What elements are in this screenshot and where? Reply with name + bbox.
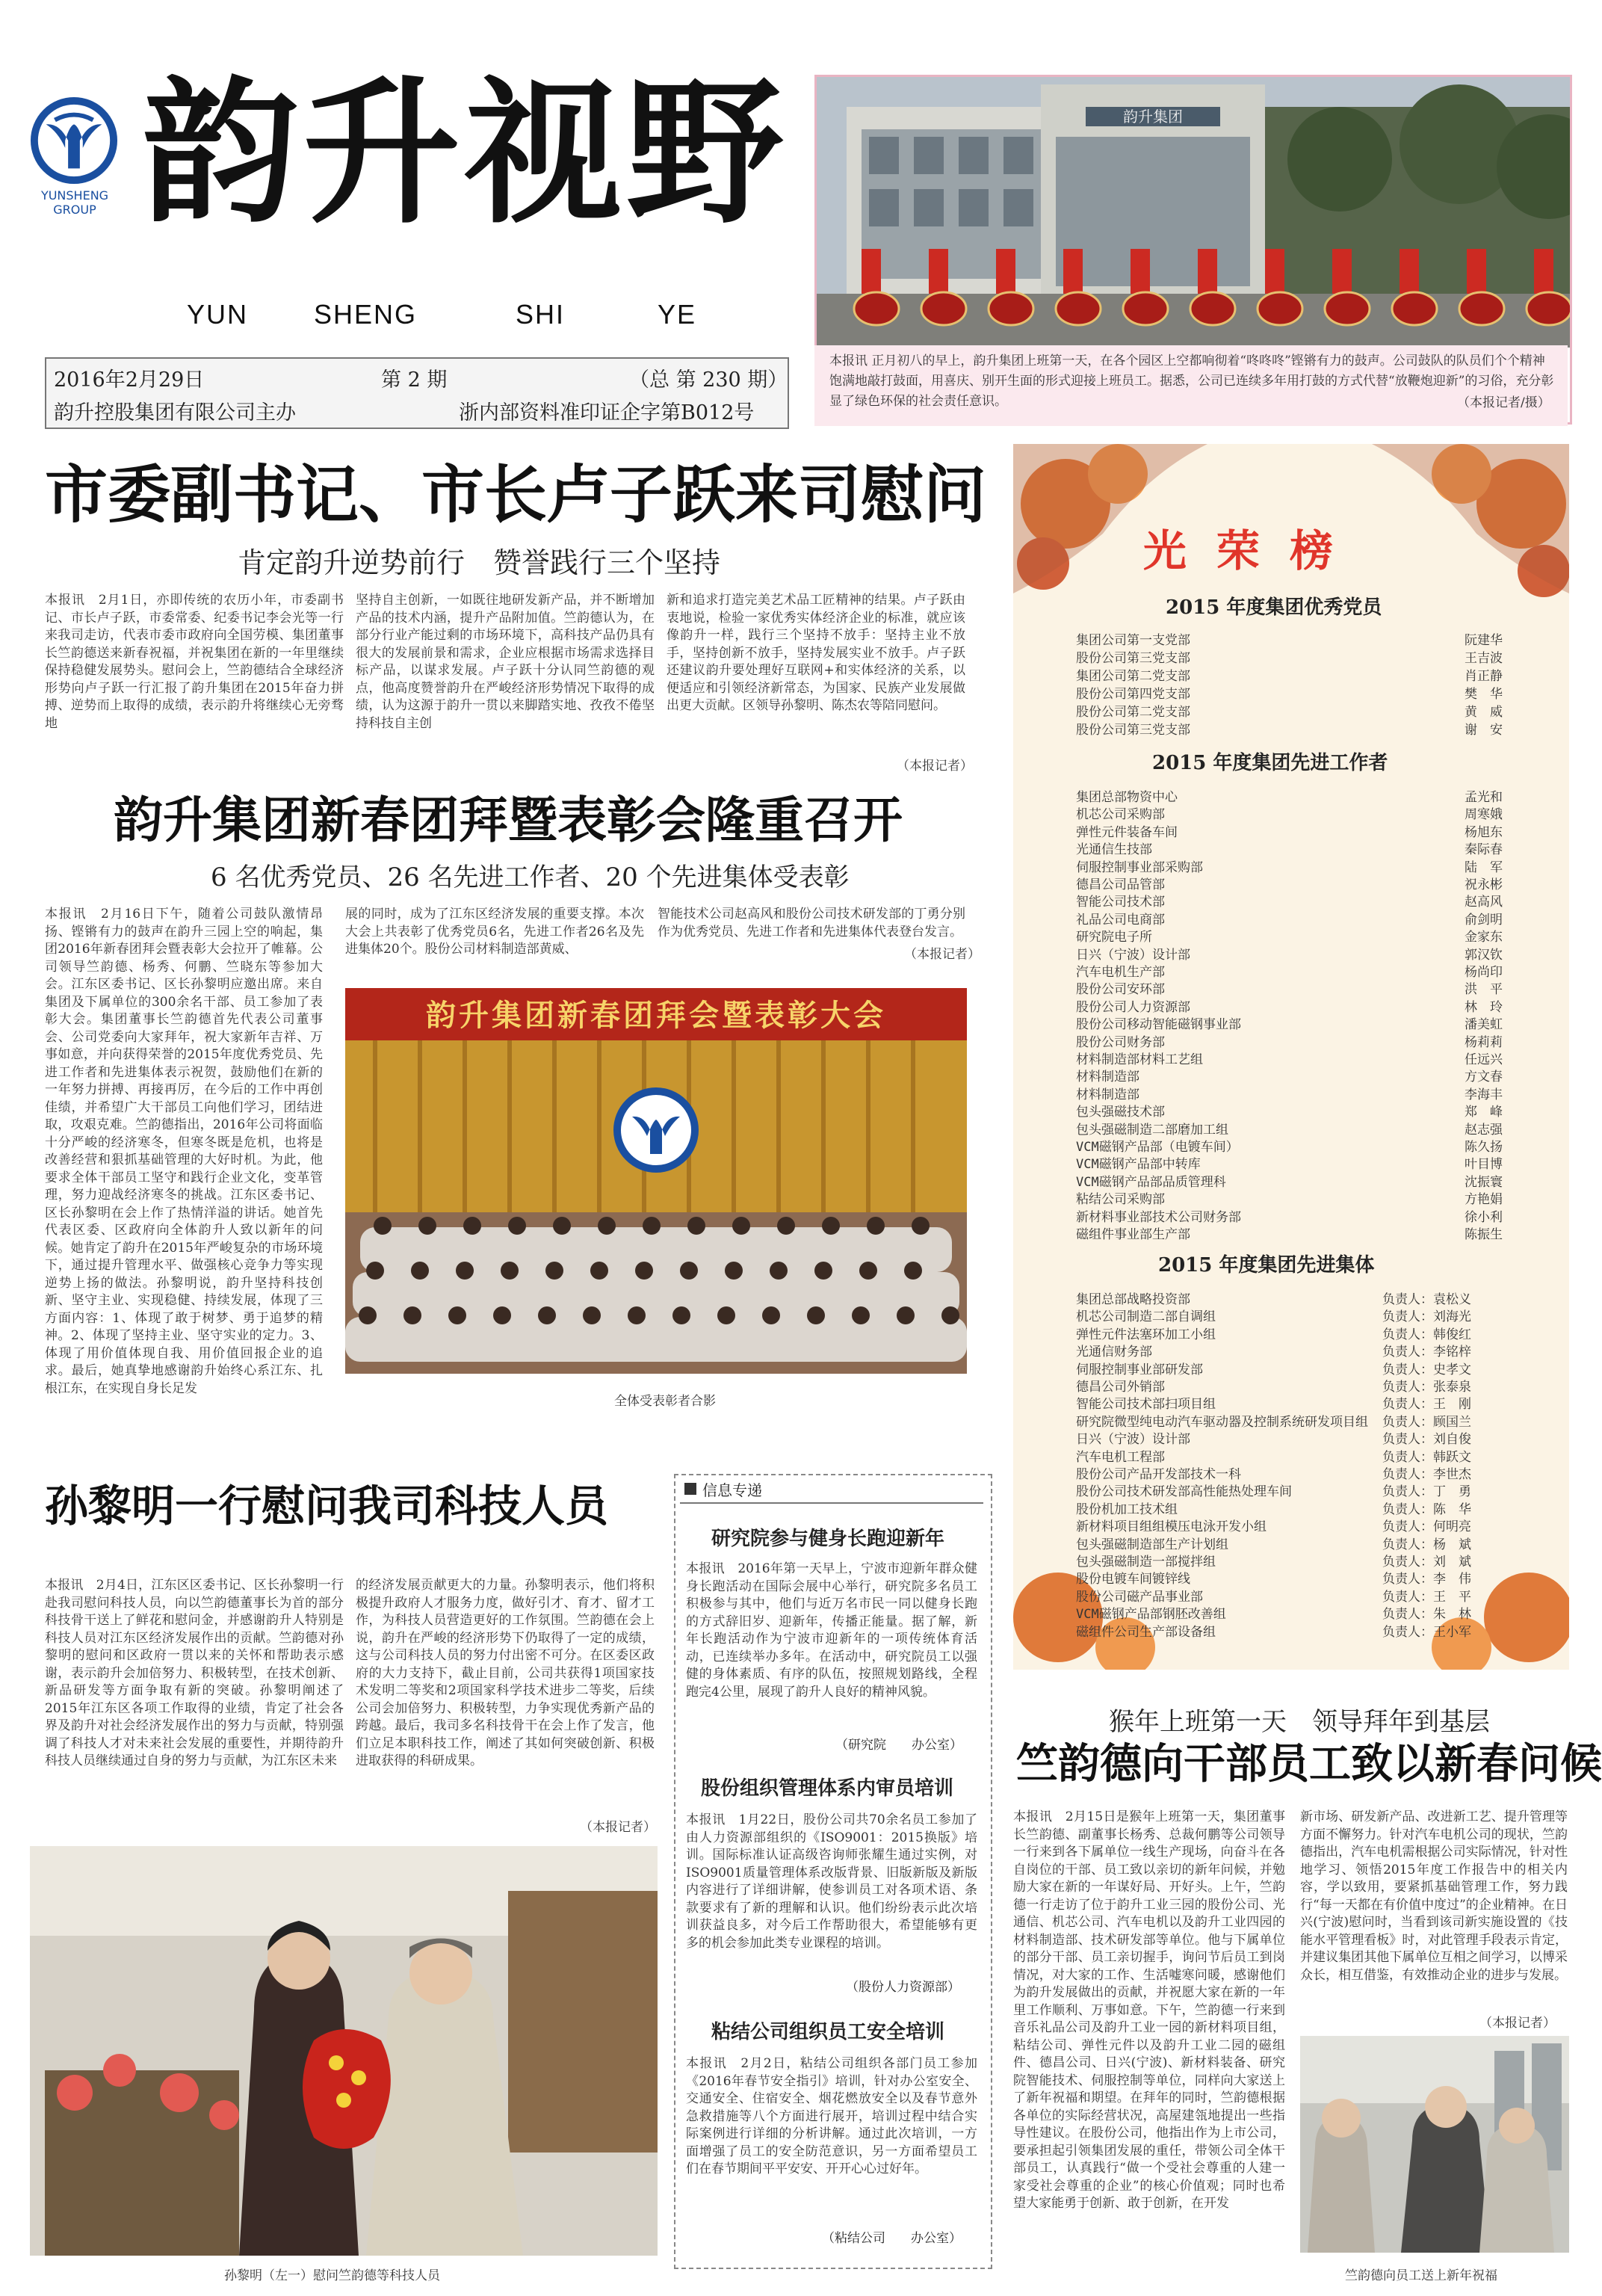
honor-name: 沈振寰 bbox=[1465, 1174, 1503, 1190]
info-item3-title: 粘结公司组织员工安全培训 bbox=[711, 2021, 945, 2043]
honor-unit: VCM磁钢产品部钢胚改善组 bbox=[1076, 1607, 1226, 1623]
honor-name: 郑 峰 bbox=[1465, 1105, 1503, 1120]
info-item1-title: 研究院参与健身长跑迎新年 bbox=[711, 1528, 945, 1550]
honor-unit: 股份公司财务部 bbox=[1076, 1034, 1165, 1050]
article2-title: 韵升集团新春团拜暨表彰会隆重召开 bbox=[114, 791, 903, 849]
honor-name: 负责人：丁 勇 bbox=[1382, 1484, 1471, 1500]
honor-name: 负责人：何明亮 bbox=[1382, 1519, 1471, 1535]
honor-unit: 粘结公司采购部 bbox=[1076, 1192, 1165, 1208]
info-item2-title: 股份组织管理体系内审员培训 bbox=[701, 1777, 954, 1800]
ceremony-photo-caption: 全体受表彰者合影 bbox=[614, 1394, 716, 1409]
honor-roll-title: 光荣榜 bbox=[1143, 525, 1364, 576]
top-photo-credit: （本报记者/摄） bbox=[1457, 395, 1550, 410]
pinyin-4: YE bbox=[658, 299, 697, 330]
pinyin-1: YUN bbox=[187, 299, 249, 330]
honor-name: 杨旭东 bbox=[1465, 824, 1503, 840]
article3-credit: （本报记者） bbox=[580, 1820, 656, 1835]
honor-unit: 新材料项目组组模压电泳开发小组 bbox=[1076, 1519, 1267, 1535]
new-year-photo-caption: 竺韵德向员工送上新年祝福 bbox=[1345, 2268, 1497, 2283]
honor-name: 陈振生 bbox=[1465, 1227, 1503, 1242]
article1-title: 市委副书记、市长卢子跃来司慰问 bbox=[45, 457, 987, 531]
honor-name: 赵志强 bbox=[1465, 1122, 1503, 1138]
honor-name: 俞剑明 bbox=[1465, 912, 1503, 928]
article4-col2: 新市场、研发新产品、改进新工艺、提升管理等方面不懈努力。针对汽车电机公司的现状，竺韵德指出，汽车电机需根据公司实际情况，针对性地学习、领悟2015年度工作报告中的相关内容，学以致用，要紧抓基础管理工作，努力践行“每一天都在有价值中度过”的企业精神。在日兴(宁波)慰问时，当看到该司新实施设置的《技能水平管理看板》时，对此管理手段表示肯定，并建议集团其他下属单位互相之间学习，以博采众长，相互借鉴，有效推动企业的进步与发展。 bbox=[1300, 1809, 1568, 1983]
honor-unit: 光通信财务部 bbox=[1076, 1345, 1152, 1360]
honor-name: 负责人：韩跃文 bbox=[1382, 1449, 1471, 1465]
honor-unit: 日兴（宁波）设计部 bbox=[1076, 1432, 1190, 1448]
honor-unit: 股份公司人力资源部 bbox=[1076, 999, 1190, 1015]
honor-name: 赵高风 bbox=[1465, 895, 1503, 910]
info-square-icon bbox=[684, 1483, 696, 1495]
honor-list-workers bbox=[1076, 786, 1509, 1250]
honor-unit: 磁组件事业部生产部 bbox=[1076, 1227, 1190, 1242]
honor-name: 金家东 bbox=[1465, 930, 1503, 945]
honor-unit: 集团公司第二党支部 bbox=[1076, 669, 1190, 684]
honor-unit: 研究院微型纯电动汽车驱动器及控制系统研发项目组 bbox=[1076, 1414, 1368, 1430]
honor-name: 黄 威 bbox=[1465, 705, 1503, 720]
honor-name: 负责人：刘自俊 bbox=[1382, 1432, 1471, 1448]
article4-kicker: 猴年上班第一天 领导拜年到基层 bbox=[1109, 1707, 1490, 1737]
honor-unit: 集团公司第一支党部 bbox=[1076, 633, 1190, 648]
honor-name: 洪 平 bbox=[1465, 982, 1503, 998]
honor-name: 任远兴 bbox=[1465, 1052, 1503, 1067]
honor-unit: 日兴（宁波）设计部 bbox=[1076, 947, 1190, 963]
honor-unit: 德昌公司外销部 bbox=[1076, 1380, 1165, 1395]
honor-unit: 智能公司技术部 bbox=[1076, 895, 1165, 910]
honor-name: 负责人：杨 斌 bbox=[1382, 1537, 1471, 1552]
ceremony-banner: 韵升集团新春团拜会暨表彰大会 bbox=[426, 998, 886, 1033]
honor-unit: 股份公司技术研发部高性能热处理车间 bbox=[1076, 1484, 1292, 1500]
issue-info-bar bbox=[45, 357, 789, 429]
info-item1-text: 本报讯 2016年第一天早上，宁波市迎新年群众健身长跑活动在国际会展中心举行，研究院多名员工积极参与其中，他们与近万名市民一同以健身长跑的方式辞旧岁、迎新年，传播正能量。据了解，新年长跑活动作为宁波市迎新年的一项传统体育活动，已连续举办多年。在活动中，研究院员工以强健的身体素质、有序的队伍，按照规划路线，全程跑完4公里，展现了韵升人良好的精神风貌。 bbox=[686, 1561, 977, 1700]
honor-name: 潘美虹 bbox=[1465, 1017, 1503, 1033]
honor-unit: 智能公司技术部扫项目组 bbox=[1076, 1397, 1216, 1413]
honor-name: 负责人：袁松义 bbox=[1382, 1292, 1471, 1307]
honor-name: 秦际春 bbox=[1465, 842, 1503, 858]
masthead-title: 韵升视野 bbox=[142, 61, 788, 245]
honor-name: 负责人：王小军 bbox=[1382, 1624, 1471, 1640]
honor-name: 阮建华 bbox=[1465, 633, 1503, 648]
info-item3-credit: （粘结公司 办公室） bbox=[822, 2231, 962, 2246]
honor-unit: VCM磁钢产品部（电镀车间） bbox=[1076, 1140, 1239, 1155]
honor-unit: 包头强磁制造一部搅拌组 bbox=[1076, 1555, 1216, 1570]
honor-unit: 礼品公司电商部 bbox=[1076, 912, 1165, 928]
honor-name: 杨尚印 bbox=[1465, 965, 1503, 980]
issue-license: 浙内部资料准印证企字第B012号 bbox=[459, 401, 755, 425]
info-item3-text: 本报讯 2月2日，粘结公司组织各部门员工参加《2016年春节安全指引》培训，针对办公室安全、交通安全、住宿安全、烟花燃放安全以及春节意外急救措施等八个方面进行展开，培训过程中结合实际案例进行详细的分析讲解。通过此次培训，一方面增强了员工的安全防范意识，另一方面希望员工们在春节期间平平安安、开开心心过好年。 bbox=[686, 2056, 977, 2176]
honor-unit: 机芯公司制造二部自调组 bbox=[1076, 1309, 1216, 1325]
honor-unit: VCM磁钢产品部品质管理科 bbox=[1076, 1174, 1226, 1190]
honor-unit: 伺服控制事业部研发部 bbox=[1076, 1362, 1203, 1377]
honor-name: 周寒娥 bbox=[1465, 807, 1503, 823]
honor-unit: 包头强磁技术部 bbox=[1076, 1105, 1165, 1120]
honor-list-groups bbox=[1076, 1289, 1521, 1647]
article4-credit: （本报记者） bbox=[1479, 2016, 1556, 2031]
article1-credit: （本报记者） bbox=[897, 759, 973, 774]
honor-name: 郭汉钦 bbox=[1465, 947, 1503, 963]
honor-name: 负责人：李 伟 bbox=[1382, 1572, 1471, 1587]
honor-name: 负责人：李世杰 bbox=[1382, 1467, 1471, 1482]
info-item2-text: 本报讯 1月22日，股份公司共70余名员工参加了由人力资源部组织的《ISO9001：2015换版》培训。国际标准认证高级咨询师张耀生通过实例，对ISO9001质量管理体系改版背景、旧版新版及新版内容进行了详细讲解，使参训员工对各项术语、条款要求有了新的理解和认识。他们纷纷表示此次培训获益良多，对今后工作帮助很大，希望能够有更多的机会参加此类专业课程的培训。 bbox=[686, 1812, 977, 1951]
article3-col2: 的经济发展贡献更大的力量。孙黎明表示，他们将积极提升政府人才服务力度，做好引才、育才、留才工作，为科技人员营造更好的工作氛围。竺韵德在会上说，韵升在严峻的经济形势下仍取得了一定的成绩，这与公司科技人员的努力付出密不可分。在区委区政府的大力支持下，截止目前，公司共获得1项国家技术发明二等奖和2项国家科学技术进步二等奖，后续公司会加倍努力、积极转型，力争实现优秀新产品的跨越。最后，我司多名科技骨干在会上作了发言，他们立足本职科技工作，阐述了其如何突破创新、积极进取获得的科研成果。 bbox=[356, 1578, 655, 1768]
honor-unit: 汽车电机工程部 bbox=[1076, 1449, 1165, 1465]
new-year-visit-photo bbox=[1300, 2036, 1569, 2253]
honor-unit: 包头强磁制造二部磨加工组 bbox=[1076, 1122, 1228, 1138]
honor-section-groups: 2015 年度集团先进集体 bbox=[1158, 1254, 1375, 1277]
info-label: 信息专递 bbox=[702, 1481, 762, 1499]
honor-unit: 磁组件公司生产部设备组 bbox=[1076, 1624, 1216, 1640]
honor-unit: 弹性元件装备车间 bbox=[1076, 824, 1178, 840]
visit-photo-caption: 孙黎明（左一）慰问竺韵德等科技人员 bbox=[224, 2268, 440, 2283]
honor-unit: VCM磁钢产品部中转库 bbox=[1076, 1157, 1201, 1173]
info-item1-credit: （研究院 办公室） bbox=[835, 1738, 962, 1753]
yunsheng-logo-icon bbox=[30, 96, 118, 185]
article2-col2: 展的同时，成为了江东区经济发展的重要支撑。本次大会上共表彰了优秀党员6名，先进工作者26名及先进集体20个。股份公司材料制造部黄威、 bbox=[345, 907, 644, 957]
logo-text: YUNSHENG GROUP bbox=[40, 188, 109, 217]
article4-title: 竺韵德向干部员工致以新春问候 bbox=[1016, 1739, 1602, 1789]
pinyin-2: SHENG bbox=[314, 299, 418, 330]
honor-name: 祝永彬 bbox=[1465, 877, 1503, 892]
honor-name: 负责人：史孝文 bbox=[1382, 1362, 1471, 1377]
honor-name: 负责人：陈 华 bbox=[1382, 1502, 1471, 1517]
honor-unit: 股份公司磁产品事业部 bbox=[1076, 1589, 1203, 1605]
honor-name: 谢 安 bbox=[1465, 723, 1503, 738]
honor-name: 负责人：王 刚 bbox=[1382, 1397, 1471, 1413]
honor-name: 方艳娟 bbox=[1465, 1192, 1503, 1208]
honor-unit: 研究院电子所 bbox=[1076, 930, 1152, 945]
honor-unit: 股份公司产品开发部技术一科 bbox=[1076, 1467, 1241, 1482]
honor-unit: 汽车电机生产部 bbox=[1076, 965, 1165, 980]
honor-unit: 机芯公司采购部 bbox=[1076, 807, 1165, 823]
honor-name: 负责人：刘 斌 bbox=[1382, 1555, 1471, 1570]
honor-name: 负责人：顾国兰 bbox=[1382, 1414, 1471, 1430]
info-rule bbox=[680, 1502, 983, 1504]
honor-unit: 包头强磁制造部生产计划组 bbox=[1076, 1537, 1228, 1552]
honor-name: 陈久扬 bbox=[1465, 1140, 1503, 1155]
honor-name: 负责人：朱 林 bbox=[1382, 1607, 1471, 1623]
honor-name: 林 玲 bbox=[1465, 999, 1503, 1015]
honor-unit: 股份公司第三党支部 bbox=[1076, 651, 1190, 666]
honor-unit: 光通信生技部 bbox=[1076, 842, 1152, 858]
honor-name: 负责人：韩俊红 bbox=[1382, 1327, 1471, 1342]
honor-name: 王吉波 bbox=[1465, 651, 1503, 666]
article3-col1: 本报讯 2月4日，江东区区委书记、区长孙黎明一行赴我司慰问科技人员，向以竺韵德董事长为首的部分科技骨干送上了鲜花和慰问金，并感谢韵升人特别是科技人员对江东区经济发展作出的贡献。竺韵德对孙黎明的慰问和区政府一贯以来的关怀和帮助表示感谢，表示韵升会加倍努力、积极转型，在技术创新、新品研发等方面争取有新的突破。孙黎明阐述了2015年江东区各项工作取得的业绩，肯定了社会各界及韵升对社会经济发展作出的努力与贡献，特别强调了科技人才对未来社会发展的重要性，并期待韵升科技人员继续通过自身的努力与贡献，为江东区未来 bbox=[45, 1578, 344, 1768]
article1-col1: 本报讯 2月1日，亦即传统的农历小年，市委副书记、市长卢子跃，市委常委、纪委书记李会光等一行来我司走访，代表市委市政府向全国劳模、集团董事长竺韵德送来新春祝福，并祝集团在新的一年里继续保持稳健发展势头。慰问会上，竺韵德结合全球经济形势向卢子跃一行汇报了韵升集团在2015年奋力拼搏、逆势而上取得的成绩，表示韵升将继续心无旁骛地 bbox=[45, 593, 344, 731]
article2-col1: 本报讯 2月16日下午，随着公司鼓队激情昂扬、铿锵有力的鼓声在韵升三园上空的响起，集团2016年新春团拜会暨表彰大会拉开了帷幕。公司领导竺韵德、杨秀、何鹏、竺晓东等参加大会。江东区委书记、区长孙黎明应邀出席。来自集团及下属单位的300余名干部、员工参加了表彰大会。集团董事长竺韵德首先代表公司董事会、公司党委向大家拜年，祝大家新年吉祥、万事如意，并向获得荣誉的2015年度优秀党员、先进工作者和先进集体表示祝贺，鼓励他们在新的一年努力拼搏、再接再厉，在今后的工作中再创佳绩，并希望广大干部员工向他们学习，团结进取，攻艰克难。竺韵德指出，2016年公司将面临十分严峻的经济寒冬，但寒冬既是危机，也将是改善经营和狠抓基础管理的大好时机。为此，他要求全体干部员工坚守和践行企业文化，变革管理，努力迎战经济寒冬的挑战。江东区委书记、区长孙黎明在会上作了热情洋溢的讲话。她首先代表区委、区政府向全体韵升人致以新年的问候。她肯定了韵升在2015年严峻复杂的市场环境下，通过提升管理水平、做强核心竞争力等实现逆势上扬的做法。孙黎明说，韵升坚持科技创新、坚守主业、实现稳健、持续发展，体现了三方面内容：1、体现了敢于树梦、勇于追梦的精神。2、体现了坚持主业、坚守实业的定力。3、体现了用价值体现自我、用价值回报企业的追求。最后，她真挚地感谢韵升始终心系江东、扎根江东，在实现自身长足发 bbox=[45, 907, 323, 1396]
honor-unit: 材料制造部材料工艺组 bbox=[1076, 1052, 1203, 1067]
honor-section-workers: 2015 年度集团先进工作者 bbox=[1152, 752, 1388, 774]
honor-name: 孟光和 bbox=[1465, 790, 1503, 805]
honor-unit: 弹性元件法塞环加工小组 bbox=[1076, 1327, 1216, 1342]
honor-name: 叶目博 bbox=[1465, 1157, 1503, 1173]
honor-unit: 新材料事业部技术公司财务部 bbox=[1076, 1209, 1241, 1225]
article2-col3: 智能技术公司赵高风和股份公司技术研发部的丁勇分别作为优秀党员、先进工作者和先进集体代表登台发言。 bbox=[658, 907, 965, 939]
honor-name: 方文春 bbox=[1465, 1070, 1503, 1085]
honor-name: 樊 华 bbox=[1465, 687, 1503, 702]
article4-col1: 本报讯 2月15日是猴年上班第一天，集团董事长竺韵德、副董事长杨秀、总裁何鹏等公司领导一行来到各下属单位一线生产现场，向奋斗在各自岗位的干部、员工致以亲切的新年问候，并勉励大家在新的一年谋好局、开好头。上午，竺韵德一行走访了位于韵升工业三园的股份公司、光通信、机芯公司、汽车电机以及韵升工业四园的材料制造部、技术研发部等单位。他与下属单位的部分干部、员工亲切握手，询问节后员工到岗情况，对大家的工作、生活嘘寒问暖，感谢他们为韵升发展做出的贡献，并祝愿大家在新的一年里工作顺利、万事如意。下午，竺韵德一行来到音乐礼品公司及韵升工业一园的新材料项目组，粘结公司、弹性元件以及韵升工业二园的磁组件、德昌公司、日兴(宁波)、新材料装备、研究院智能技术、伺服控制等单位，同样向大家送上了新年祝福和期望。在拜年的同时，竺韵德根据各单位的实际经营状况，高屋建瓴地提出一些指导性建议。在股份公司，他指出作为上市公司，要承担起引领集团发展的重任，带领公司全体干部员工，认真践行“做一个受社会尊重的人建一家受社会尊重的企业”的核心价值观；同时也希望大家能勇于创新、敢于创新，在开发 bbox=[1013, 1809, 1285, 2211]
article1-col2: 坚持自主创新，一如既往地研发新产品，并不断增加产品的技术内涵，提升产品附加值。竺韵德认为，在部分行业产能过剩的市场环境下，高科技产品仍具有很大的发展前景和需求，企业应根据市场需求选择目标产品，以谋求发展。卢子跃十分认同竺韵德的观点，他高度赞誉韵升在严峻经济形势情况下取得的成绩，认为这源于韵升一贯以来脚踏实地、孜孜不倦坚持科技自主创 bbox=[356, 593, 655, 731]
honor-unit: 材料制造部 bbox=[1076, 1070, 1139, 1085]
honor-name: 杨莉莉 bbox=[1465, 1034, 1503, 1050]
building-sign: 韵升集团 bbox=[1123, 108, 1183, 126]
honor-unit: 集团总部物资中心 bbox=[1076, 790, 1178, 805]
honor-name: 徐小利 bbox=[1465, 1209, 1503, 1225]
issue-date: 2016年2月29日 bbox=[54, 368, 205, 392]
honor-name: 陆 军 bbox=[1465, 860, 1503, 875]
honor-name: 李海丰 bbox=[1465, 1087, 1503, 1102]
honor-unit: 股份电镀车间镀锌线 bbox=[1076, 1572, 1190, 1587]
ceremony-photo bbox=[345, 988, 967, 1374]
issue-total: （总 第 230 期） bbox=[629, 368, 788, 392]
honor-name: 负责人：张泰泉 bbox=[1382, 1380, 1471, 1395]
issue-publisher: 韵升控股集团有限公司主办 bbox=[54, 401, 296, 425]
pinyin-3: SHI bbox=[516, 299, 566, 330]
honor-section-party: 2015 年度集团优秀党员 bbox=[1166, 596, 1382, 619]
article2-subtitle: 6 名优秀党员、26 名先进工作者、20 个先进集体受表彰 bbox=[211, 862, 850, 892]
honor-unit: 股份公司第四党支部 bbox=[1076, 687, 1190, 702]
article3-title: 孙黎明一行慰问我司科技人员 bbox=[45, 1481, 609, 1531]
article1-col3: 新和追求打造完美艺术品工匠精神的结果。卢子跃由衷地说，检验一家优秀实体经济企业的标准，就应该像韵升一样，践行三个坚持不放手：坚持主业不放手，坚持创新不放手，坚持发展实业不放手。卢子跃还建议韵升要处理好互联网+和实体经济的关系，以便适应和引领经济新常态，为国家、民族产业发展做出更大贡献。区领导孙黎明、陈杰农等陪同慰问。 bbox=[667, 593, 965, 713]
article1-subtitle: 肯定韵升逆势前行 赞誉践行三个坚持 bbox=[238, 546, 721, 579]
honor-unit: 股份公司安环部 bbox=[1076, 982, 1165, 998]
honor-unit: 股份公司移动智能磁钢事业部 bbox=[1076, 1017, 1241, 1033]
honor-name: 负责人：刘海光 bbox=[1382, 1309, 1471, 1325]
honor-unit: 股份公司第二党支部 bbox=[1076, 705, 1190, 720]
top-photo-caption: 本报讯 正月初八的早上，韵升集团上班第一天，在各个园区上空都响彻着“咚咚咚”铿锵有力的鼓声。公司鼓队的队员们个个精神饱满地敲打鼓面，用喜庆、别开生面的形式迎接上班员工。据悉，公司已连续多年用打鼓的方式代替“放鞭炮迎新”的习俗，充分彰显了绿色环保的社会责任意识。 bbox=[829, 354, 1554, 409]
issue-number: 第 2 期 bbox=[381, 368, 448, 392]
honor-unit: 股份公司第三党支部 bbox=[1076, 723, 1190, 738]
article2-credit: （本报记者） bbox=[904, 947, 980, 962]
honor-name: 肖正静 bbox=[1465, 669, 1503, 684]
honor-unit: 集团总部战略投资部 bbox=[1076, 1292, 1190, 1307]
visit-photo bbox=[30, 1846, 658, 2256]
honor-unit: 股份机加工技术组 bbox=[1076, 1502, 1178, 1517]
info-item2-credit: （股份人力资源部） bbox=[846, 1980, 960, 1995]
honor-name: 负责人：李铭梓 bbox=[1382, 1345, 1471, 1360]
honor-unit: 材料制造部 bbox=[1076, 1087, 1139, 1102]
honor-name: 负责人：王 平 bbox=[1382, 1589, 1471, 1605]
honor-unit: 伺服控制事业部采购部 bbox=[1076, 860, 1203, 875]
honor-unit: 德昌公司品管部 bbox=[1076, 877, 1165, 892]
